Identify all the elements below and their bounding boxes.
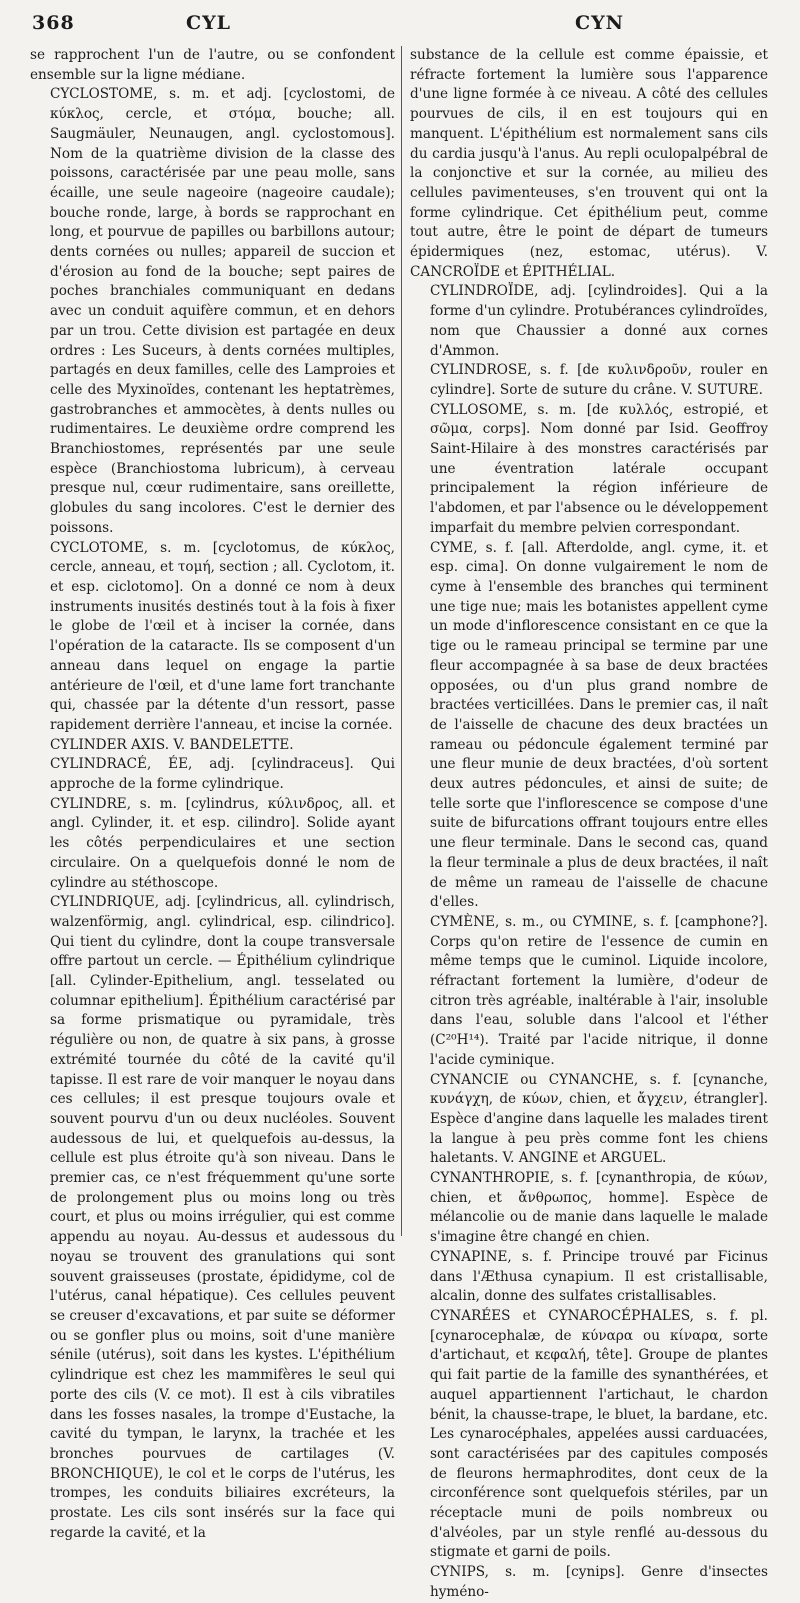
entry-cyllosome: CYLLOSOME, s. m. [de κυλλός, estropié, et σῶμα, corps]. Nom donné par Isid. Geoffroy Saint-Hilaire à des monstres caractérisés par une éventration latérale occupant principalement la région inférieure de l'abdomen, et par l'absence ou le développement imparfait du membre pelvien correspondant. [430, 401, 768, 536]
entry-cynanthropie: CYNANTHROPIE, s. f. [cynanthropia, de κύων, chien, et ἄνθρωπος, homme]. Espèce de mélancolie ou de manie dans laquelle le malade s'imagine être changé en chien. [430, 1170, 768, 1246]
entry-cynarees: CYNARÉES et CYNAROCÉPHALES, s. f. pl. [cynarocephalæ, de κύναρα ou κίναρα, sorte d'artichaut, et κεφαλή, tête]. Groupe de plantes qui fait partie de la famille des synanthérées, et auquel appartiennent l'artichaut, le chardon bénit, la chausse-trape, le bluet, la bardane, etc. Les cynarocéphales, appelées aussi carduacées, sont caractérisées par des capitules composés de fleurons hermaphrodites, dont ceux de la circonférence sont quelquefois stériles, par un réceptacle muni de poils nombreux ou d'alvéoles, par un style renflé au-dessous du stigmate et garni de poils. [430, 1308, 768, 1561]
entry-cymene: CYMÈNE, s. m., ou CYMINE, s. f. [camphone?]. Corps qu'on retire de l'essence de cumin en même temps que le cuminol. Liquide incolore, réfractant fortement la lumière, d'odeur de citron très agréable, inaltérable à l'air, insoluble dans l'eau, soluble dans l'alcool et l'éther (C²⁰H¹⁴). Traité par l'acide nitrique, il donne l'acide cyminique. [430, 913, 768, 1068]
entry-cynancie: CYNANCIE ou CYNANCHE, s. f. [cynanche, κυνάγχη, de κύων, chien, et ἄγχειν, étrangler]. Espèce d'angine dans laquelle les malades tirent la langue à peu près comme font les chiens haletants. V. ANGINE et ARGUEL. [430, 1071, 768, 1167]
entry-continuation: se rapprochent l'un de l'autre, ou se confondent ensemble sur la ligne médiane. [30, 47, 395, 83]
entry-cynips: CYNIPS, s. m. [cynips]. Genre d'insectes hyméno- [430, 1564, 768, 1600]
entry-cynapine: CYNAPINE, s. f. Principe trouvé par Ficinus dans l'Æthusa cynapium. Il est cristallisable, alcalin, donne des sulfates cristallisables. [430, 1248, 768, 1305]
entry-cylindre: CYLINDRE, s. m. [cylindrus, κύλινδρος, all. et angl. Cylinder, it. et esp. cilindro]. Solide ayant les côtés perpendiculaires et une section circulaire. On a quelquefois donné le nom de cylindre au stéthoscope. [50, 795, 395, 891]
entry-cyme: CYME, s. f. [all. Afterdolde, angl. cyme, it. et esp. cima]. On donne vulgairement le nom de cyme à l'ensemble des branches qui terminent une tige nue; mais les botanistes appellent cyme un mode d'inflorescence consistant en ce que la tige ou le rameau principal se termine par une fleur accompagnée à sa base de deux bractées opposées, ou d'un plus grand nombre de bractées verticillées. Dans le premier cas, il naît de l'aisselle de chacune des deux bractées un rameau ou pédoncule également terminé par une fleur munie de deux bractées, d'où sortent deux autres pédoncules, et ainsi de suite; de telle sorte que l'inflorescence se compose d'une suite de bifurcations offrant toujours entre elles une fleur terminale. Dans le second cas, quand la fleur terminale a plus de deux bractées, il naît de même un rameau de l'aisselle de chacune d'elles. [430, 539, 768, 911]
column-divider [401, 46, 402, 1236]
guide-word-right: CYN [575, 12, 625, 34]
entry-continuation: substance de la cellule est comme épaissie, et réfracte fortement la lumière sous l'apparence d'une ligne formée à ce niveau. A côté des cellules pourvues de cils, il en est toujours qui en manquent. L'épithélium est normalement sans cils du cardia jusqu'à l'anus. Au repli oculopalpébral de la conjonctive et sur la cornée, au milieu des cellules pavimenteuses, s'en trouvent qui ont la forme cylindrique. Cet épithélium peut, comme tout autre, être le point de départ de tumeurs épidermiques (nez, estomac, utérus). V. CANCROÏDE et ÉPITHÉLIAL. [410, 47, 768, 280]
entry-cylindrique: CYLINDRIQUE, adj. [cylindricus, all. cylindrisch, walzenförmig, angl. cylindrical, esp. cilindrico]. Qui tient du cylindre, dont la coupe transversale offre partout un cercle. — Épithélium cylindrique [all. Cylinder-Epithelium, angl. tesselated ou columnar epithelium]. Épithélium caractérisé par sa forme prismatique ou pyramidale, très régulière ou non, de quatre à six pans, à grosse extrémité tournée du côté de la cavité qu'il tapisse. Il est rare de voir manquer le noyau dans ces cellules; il est presque toujours ovale et souvent pourvu d'un ou deux nucléoles. Souvent audessous de lui, et quelquefois au-dessus, la cellule est plus étroite qu'à son niveau. Dans le premier cas, ce n'est fréquemment qu'une sorte de prolongement plus ou moins long ou très court, et plus ou moins irrégulier, qui est comme appendu au noyau. Au-dessus et audessous du noyau se trouvent des granulations qui sont souvent graisseuses (prostate, épididyme, col de l'utérus, canal hépatique). Ces cellules peuvent se creuser d'excavations, et par suite se déformer ou se gonfler plus ou moins, soit d'une manière sénile (utérus), soit dans les kystes. L'épithélium cylindrique est chez les mammifères le seul qui porte des cils (V. ce mot). Il est à cils vibratiles dans les fosses nasales, la trompe d'Eustache, la cavité du tympan, le larynx, la trachée et les bronches pourvues de cartilages (V. BRONCHIQUE), le col et le corps de l'utérus, les trompes, les conduits biliaires excréteurs, la prostate. Les cils sont insérés sur la face qui regarde la cavité, et la [50, 894, 395, 1541]
guide-word-left: CYL [186, 12, 232, 34]
entry-cylindrace: CYLINDRACÉ, ÉE, adj. [cylindraceus]. Qui approche de la forme cylindrique. [50, 756, 395, 793]
page-header [0, 12, 800, 42]
entry-cylindrose: CYLINDROSE, s. f. [de κυλινδροῦν, rouler en cylindre]. Sorte de suture du crâne. V. SUTURE. [430, 362, 768, 398]
entry-cyclostome: CYCLOSTOME, s. m. et adj. [cyclostomi, de κύκλος, cercle, et στόμα, bouche; all. Saugmäuler, Neunaugen, angl. cyclostomous]. Nom de la quatrième division de la classe des poissons, caractérisée par une peau molle, sans écaille, une seule nageoire (nageoire caudale); bouche ronde, large, à bords se rapprochant en long, et pourvue de papilles ou barbillons autour; dents cornées ou nulles; appareil de succion et d'érosion au fond de la bouche; sept paires de poches branchiales communiquant en dedans avec un conduit aquifère commun, et en dehors par un trou. Cette division est partagée en deux ordres : Les Suceurs, à dents cornées multiples, partagés en deux familles, celle des Lamproies et celle des Myxinoïdes, contenant les heptatrèmes, gastrobranches et ammocètes, à dents nulles ou rudimentaires. Le deuxième ordre comprend les Branchiostomes, représentés par une seule espèce (Branchiostoma lubricum), à cerveau presque nul, cœur rudimentaire, sans oreillette, globules du sang incolores. C'est le dernier des poissons. [50, 86, 395, 536]
entry-cylinder-axis: CYLINDER AXIS. V. BANDELETTE. [50, 736, 294, 753]
page-number: 368 [32, 12, 75, 34]
entry-cyclotome: CYCLOTOME, s. m. [cyclotomus, de κύκλος, cercle, anneau, et τομή, section ; all. Cyclotom, it. et esp. ciclotomo]. On a donné ce nom à deux instruments inusités destinés tout à la fois à fixer le globe de l'œil et à inciser la cornée, dans l'opération de la cataracte. Ils se composent d'un anneau dans lequel on engage la partie antérieure de l'œil, et d'une lame fort tranchante qui, chassée par la détente d'un ressort, passe rapidement derrière l'anneau, et incise la cornée. [50, 539, 395, 733]
entry-cylindroide: CYLINDROÏDE, adj. [cylindroides]. Qui a la forme d'un cylindre. Protubérances cylindroïdes, nom que Chaussier a donné aux cornes d'Ammon. [430, 283, 768, 359]
right-column [410, 46, 768, 1600]
left-column [30, 46, 395, 1541]
